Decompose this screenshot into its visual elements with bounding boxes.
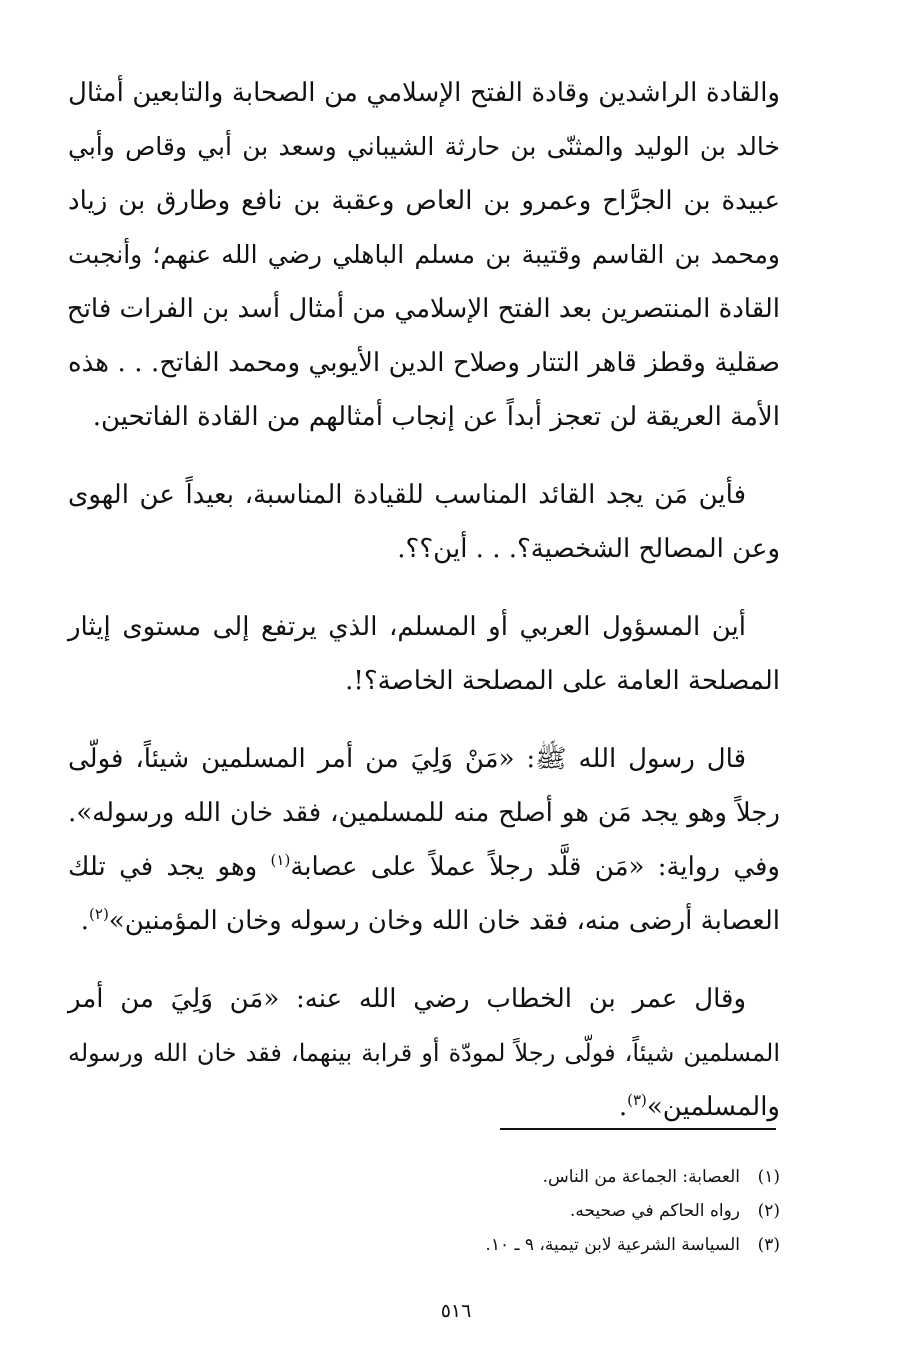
text-line: خالد بن الوليد والمثنّى بن حارثة الشيباني وسعد بن أبي وقاص وأبي [68, 132, 780, 161]
paragraph [68, 732, 780, 948]
text-line: صقلية وقطز قاهر التتار وصلاح الدين الأيوبي ومحمد الفاتح. . . هذه [68, 348, 780, 378]
footnote-separator [500, 1128, 776, 1130]
text-line: القادة المنتصرين بعد الفتح الإسلامي من أمثال أسد بن الفرات فاتح [66, 294, 780, 324]
text-line [68, 894, 780, 948]
paragraph [68, 66, 780, 444]
footnote [380, 1194, 780, 1228]
paragraph-gap [68, 948, 780, 972]
text-segment: والمسلمين» [646, 1092, 780, 1122]
footnote-text: العصابة: الجماعة من الناس. [542, 1167, 740, 1187]
footnote-reference[interactable]: (٢) [89, 905, 109, 923]
text-line: وعن المصالح الشخصية؟. . . أين؟؟. [397, 534, 780, 564]
text-line: رجلاً وهو يجد مَن هو أصلح منه للمسلمين، فقد خان الله ورسوله». [68, 798, 780, 828]
text-line: ومحمد بن القاسم وقتيبة بن مسلم الباهلي رضي الله عنهم؛ وأنجبت [68, 240, 780, 269]
text-line: والقادة الراشدين وقادة الفتح الإسلامي من الصحابة والتابعين أمثال [68, 78, 780, 108]
footnote-reference[interactable]: (٣) [627, 1091, 647, 1109]
text-segment: . [618, 1092, 628, 1122]
footnote-number: (١) [757, 1167, 780, 1187]
footnote-text: رواه الحاكم في صحيحه. [569, 1201, 740, 1221]
paragraph [68, 468, 780, 576]
text-segment: وفي رواية: «مَن قلَّد رجلاً عملاً على عصابة [290, 852, 780, 882]
footnote [380, 1228, 780, 1262]
footnote [380, 1160, 780, 1194]
text-line: وقال عمر بن الخطاب رضي الله عنه: «مَن وَلِيَ من أمر [68, 984, 746, 1014]
text-line: فأين مَن يجد القائد المناسب للقيادة المناسبة، بعيداً عن الهوى [68, 480, 746, 510]
text-line [68, 840, 780, 894]
text-line: أين المسؤول العربي أو المسلم، الذي يرتفع إلى مستوى إيثار [68, 612, 747, 642]
footnote-text: السياسة الشرعية لابن تيمية، ٩ ـ ١٠. [485, 1235, 740, 1255]
text-line [68, 1080, 780, 1134]
footnote-reference[interactable]: (١) [270, 851, 291, 869]
body-text [68, 66, 780, 1134]
page-number: ٥١٦ [440, 1300, 472, 1322]
text-line: المسلمين شيئاً، فولّى رجلاً لمودّة أو قرابة بينهما، فقد خان الله ورسوله [68, 1039, 780, 1067]
text-line: عبيدة بن الجرَّاح وعمرو بن العاص وعقبة بن نافع وطارق بن زياد [68, 186, 780, 216]
text-line: المصلحة العامة على المصلحة الخاصة؟!. [345, 666, 780, 696]
footnotes [380, 1160, 780, 1262]
paragraph [68, 600, 780, 708]
footnote-number: (٣) [757, 1235, 780, 1255]
paragraph-gap [68, 708, 780, 732]
paragraph-gap [68, 576, 780, 600]
paragraph [68, 972, 780, 1134]
text-segment: وهو يجد في تلك [68, 852, 271, 882]
text-line: الأمة العريقة لن تعجز أبداً عن إنجاب أمثالهم من القادة الفاتحين. [92, 402, 780, 432]
text-segment: . [80, 906, 90, 936]
text-segment: العصابة أرضى منه، فقد خان الله وخان رسوله وخان المؤمنين» [108, 906, 780, 936]
footnote-number: (٢) [757, 1201, 780, 1221]
text-line: قال رسول الله ﷺ: «مَنْ وَلِيَ من أمر المسلمين شيئاً، فولّى [68, 744, 746, 774]
paragraph-gap [68, 444, 780, 468]
